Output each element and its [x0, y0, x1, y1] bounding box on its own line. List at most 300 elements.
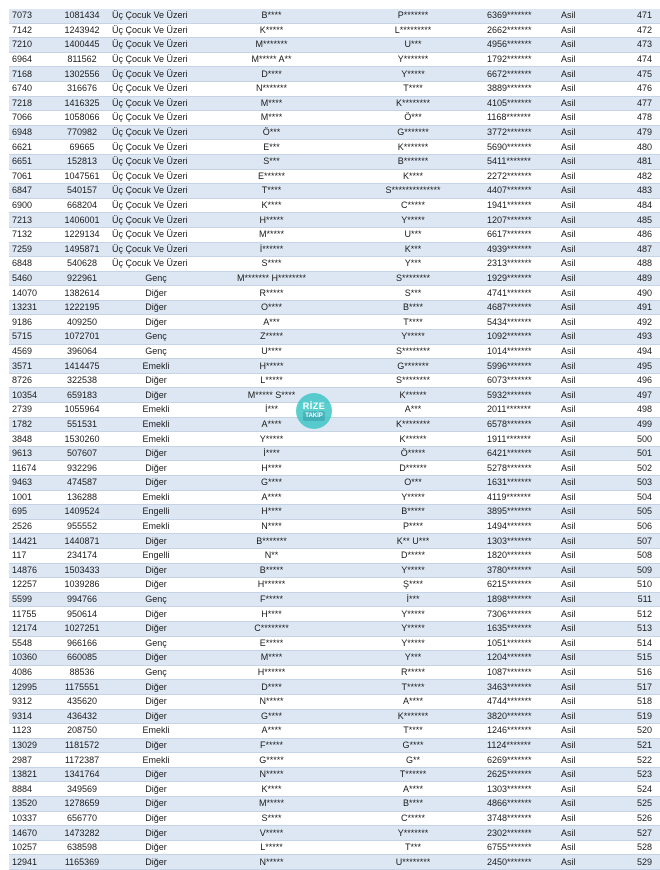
- row-id-cell: 13029: [9, 738, 54, 753]
- category-cell: Diğer: [110, 578, 202, 593]
- table-row: [9, 811, 660, 826]
- application-no-cell: 1278659: [54, 797, 110, 812]
- last-name-cell: U***: [341, 38, 485, 53]
- id-number-cell: 1014*******: [485, 344, 559, 359]
- id-number-cell: 5411*******: [485, 154, 559, 169]
- first-name-cell: T****: [202, 184, 341, 199]
- first-name-cell: S****: [202, 811, 341, 826]
- id-number-cell: 1911*******: [485, 432, 559, 447]
- status-cell: Asil: [559, 811, 601, 826]
- row-id-cell: 6621: [9, 140, 54, 155]
- rank-cell: 519: [601, 709, 660, 724]
- rank-cell: 500: [601, 432, 660, 447]
- application-no-cell: 1047561: [54, 169, 110, 184]
- rank-cell: 507: [601, 534, 660, 549]
- table-row: [9, 388, 660, 403]
- last-name-cell: İ***: [341, 592, 485, 607]
- application-no-cell: 1406001: [54, 213, 110, 228]
- category-cell: Emekli: [110, 519, 202, 534]
- last-name-cell: O***: [341, 476, 485, 491]
- watermark-line1: RİZE: [302, 401, 326, 411]
- id-number-cell: 2011*******: [485, 403, 559, 418]
- row-id-cell: 7142: [9, 23, 54, 38]
- row-id-cell: 11674: [9, 461, 54, 476]
- rank-cell: 476: [601, 81, 660, 96]
- application-no-cell: 436432: [54, 709, 110, 724]
- first-name-cell: U****: [202, 344, 341, 359]
- id-number-cell: 3780*******: [485, 563, 559, 578]
- application-no-cell: 1416325: [54, 96, 110, 111]
- first-name-cell: M****: [202, 111, 341, 126]
- last-name-cell: L*********: [341, 23, 485, 38]
- id-number-cell: 4744*******: [485, 694, 559, 709]
- status-cell: Asil: [559, 330, 601, 345]
- category-cell: Üç Çocuk Ve Üzeri: [110, 227, 202, 242]
- table-row: [9, 519, 660, 534]
- table-row: [9, 300, 660, 315]
- last-name-cell: Y*****: [341, 607, 485, 622]
- row-id-cell: 2526: [9, 519, 54, 534]
- last-name-cell: G*******: [341, 359, 485, 374]
- category-cell: Diğer: [110, 388, 202, 403]
- first-name-cell: N**: [202, 548, 341, 563]
- table-row: [9, 855, 660, 870]
- last-name-cell: Y***: [341, 257, 485, 272]
- status-cell: Asil: [559, 388, 601, 403]
- application-no-cell: 88536: [54, 665, 110, 680]
- last-name-cell: Y***: [341, 651, 485, 666]
- id-number-cell: 3463*******: [485, 680, 559, 695]
- row-id-cell: 4569: [9, 344, 54, 359]
- category-cell: Genç: [110, 636, 202, 651]
- category-cell: Genç: [110, 592, 202, 607]
- rank-cell: 494: [601, 344, 660, 359]
- rank-cell: 516: [601, 665, 660, 680]
- row-id-cell: 13520: [9, 797, 54, 812]
- first-name-cell: M****: [202, 96, 341, 111]
- category-cell: Emekli: [110, 724, 202, 739]
- table-row: [9, 227, 660, 242]
- rank-cell: 477: [601, 96, 660, 111]
- table-row: [9, 198, 660, 213]
- last-name-cell: Y*****: [341, 490, 485, 505]
- id-number-cell: 3889*******: [485, 81, 559, 96]
- id-number-cell: 4105*******: [485, 96, 559, 111]
- id-number-cell: 1087*******: [485, 665, 559, 680]
- last-name-cell: S********: [341, 344, 485, 359]
- last-name-cell: C*****: [341, 198, 485, 213]
- id-number-cell: 2272*******: [485, 169, 559, 184]
- category-cell: Üç Çocuk Ve Üzeri: [110, 242, 202, 257]
- rank-cell: 528: [601, 840, 660, 855]
- table-row: [9, 826, 660, 841]
- table-row: [9, 257, 660, 272]
- rank-cell: 526: [601, 811, 660, 826]
- table-row: [9, 125, 660, 140]
- first-name-cell: M***** S****: [202, 388, 341, 403]
- id-number-cell: 4939*******: [485, 242, 559, 257]
- last-name-cell: U***: [341, 227, 485, 242]
- table-row: [9, 534, 660, 549]
- category-cell: Emekli: [110, 417, 202, 432]
- table-row: [9, 694, 660, 709]
- category-cell: Üç Çocuk Ve Üzeri: [110, 169, 202, 184]
- first-name-cell: L*****: [202, 840, 341, 855]
- id-number-cell: 2450*******: [485, 855, 559, 870]
- table-row: [9, 403, 660, 418]
- status-cell: Asil: [559, 694, 601, 709]
- rank-cell: 514: [601, 636, 660, 651]
- id-number-cell: 3772*******: [485, 125, 559, 140]
- last-name-cell: G****: [341, 738, 485, 753]
- last-name-cell: S********: [341, 373, 485, 388]
- category-cell: Diğer: [110, 534, 202, 549]
- category-cell: Engelli: [110, 505, 202, 520]
- status-cell: Asil: [559, 665, 601, 680]
- table-row: [9, 330, 660, 345]
- id-number-cell: 1631*******: [485, 476, 559, 491]
- first-name-cell: E******: [202, 169, 341, 184]
- rank-cell: 490: [601, 286, 660, 301]
- status-cell: Asil: [559, 140, 601, 155]
- application-no-cell: 1222195: [54, 300, 110, 315]
- status-cell: Asil: [559, 519, 601, 534]
- id-number-cell: 4407*******: [485, 184, 559, 199]
- table-row: [9, 563, 660, 578]
- id-number-cell: 4741*******: [485, 286, 559, 301]
- status-cell: Asil: [559, 724, 601, 739]
- rank-cell: 527: [601, 826, 660, 841]
- id-number-cell: 3748*******: [485, 811, 559, 826]
- category-cell: Üç Çocuk Ve Üzeri: [110, 81, 202, 96]
- rank-cell: 479: [601, 125, 660, 140]
- table-row: [9, 432, 660, 447]
- category-cell: Diğer: [110, 607, 202, 622]
- table-row: [9, 315, 660, 330]
- first-name-cell: İ***: [202, 403, 341, 418]
- status-cell: Asil: [559, 490, 601, 505]
- status-cell: Asil: [559, 227, 601, 242]
- id-number-cell: 1246*******: [485, 724, 559, 739]
- first-name-cell: M******* H********: [202, 271, 341, 286]
- application-no-cell: 1229134: [54, 227, 110, 242]
- status-cell: Asil: [559, 680, 601, 695]
- last-name-cell: K******: [341, 432, 485, 447]
- status-cell: Asil: [559, 198, 601, 213]
- application-no-cell: 811562: [54, 52, 110, 67]
- application-no-cell: 1181572: [54, 738, 110, 753]
- application-no-cell: 136288: [54, 490, 110, 505]
- row-id-cell: 9314: [9, 709, 54, 724]
- table-row: [9, 636, 660, 651]
- status-cell: Asil: [559, 184, 601, 199]
- last-name-cell: T***: [341, 840, 485, 855]
- first-name-cell: A****: [202, 490, 341, 505]
- table-row: [9, 621, 660, 636]
- table-row: [9, 665, 660, 680]
- application-no-cell: 955552: [54, 519, 110, 534]
- category-cell: Diğer: [110, 563, 202, 578]
- first-name-cell: K****: [202, 198, 341, 213]
- category-cell: Engelli: [110, 548, 202, 563]
- row-id-cell: 695: [9, 505, 54, 520]
- last-name-cell: R*****: [341, 665, 485, 680]
- application-no-cell: 316676: [54, 81, 110, 96]
- category-cell: Üç Çocuk Ve Üzeri: [110, 257, 202, 272]
- status-cell: Asil: [559, 125, 601, 140]
- id-number-cell: 6215*******: [485, 578, 559, 593]
- row-id-cell: 1123: [9, 724, 54, 739]
- first-name-cell: F*****: [202, 592, 341, 607]
- first-name-cell: F*****: [202, 738, 341, 753]
- application-no-cell: 435620: [54, 694, 110, 709]
- id-number-cell: 1494*******: [485, 519, 559, 534]
- last-name-cell: B*****: [341, 505, 485, 520]
- id-number-cell: 3820*******: [485, 709, 559, 724]
- rank-cell: 513: [601, 621, 660, 636]
- last-name-cell: G**: [341, 753, 485, 768]
- id-number-cell: 5996*******: [485, 359, 559, 374]
- first-name-cell: B*******: [202, 534, 341, 549]
- row-id-cell: 3848: [9, 432, 54, 447]
- status-cell: Asil: [559, 359, 601, 374]
- rank-cell: 478: [601, 111, 660, 126]
- application-no-cell: 1039286: [54, 578, 110, 593]
- last-name-cell: T****: [341, 315, 485, 330]
- last-name-cell: K****: [341, 169, 485, 184]
- last-name-cell: Y*****: [341, 636, 485, 651]
- id-number-cell: 6578*******: [485, 417, 559, 432]
- last-name-cell: S********: [341, 271, 485, 286]
- id-number-cell: 1303*******: [485, 534, 559, 549]
- id-number-cell: 5690*******: [485, 140, 559, 155]
- row-id-cell: 4086: [9, 665, 54, 680]
- application-no-cell: 1027251: [54, 621, 110, 636]
- row-id-cell: 9463: [9, 476, 54, 491]
- status-cell: Asil: [559, 403, 601, 418]
- status-cell: Asil: [559, 797, 601, 812]
- rank-cell: 524: [601, 782, 660, 797]
- category-cell: Genç: [110, 330, 202, 345]
- rank-cell: 521: [601, 738, 660, 753]
- id-number-cell: 6617*******: [485, 227, 559, 242]
- row-id-cell: 14070: [9, 286, 54, 301]
- table-row: [9, 417, 660, 432]
- id-number-cell: 6755*******: [485, 840, 559, 855]
- category-cell: Emekli: [110, 753, 202, 768]
- status-cell: Asil: [559, 505, 601, 520]
- table-row: [9, 709, 660, 724]
- row-id-cell: 5548: [9, 636, 54, 651]
- application-no-cell: 1414475: [54, 359, 110, 374]
- id-number-cell: 1820*******: [485, 548, 559, 563]
- first-name-cell: E***: [202, 140, 341, 155]
- category-cell: Emekli: [110, 359, 202, 374]
- status-cell: Asil: [559, 840, 601, 855]
- id-number-cell: 4687*******: [485, 300, 559, 315]
- first-name-cell: G****: [202, 709, 341, 724]
- first-name-cell: H****: [202, 607, 341, 622]
- application-no-cell: 152813: [54, 154, 110, 169]
- row-id-cell: 6900: [9, 198, 54, 213]
- first-name-cell: B****: [202, 9, 341, 23]
- rank-cell: 517: [601, 680, 660, 695]
- id-number-cell: 6421*******: [485, 446, 559, 461]
- id-number-cell: 1898*******: [485, 592, 559, 607]
- status-cell: Asil: [559, 23, 601, 38]
- application-no-cell: 922961: [54, 271, 110, 286]
- last-name-cell: D******: [341, 461, 485, 476]
- table-row: [9, 52, 660, 67]
- application-no-cell: 1400445: [54, 38, 110, 53]
- category-cell: Diğer: [110, 476, 202, 491]
- status-cell: Asil: [559, 257, 601, 272]
- rank-cell: 481: [601, 154, 660, 169]
- category-cell: Diğer: [110, 826, 202, 841]
- application-no-cell: 1341764: [54, 767, 110, 782]
- first-name-cell: V*****: [202, 826, 341, 841]
- application-no-cell: 1440871: [54, 534, 110, 549]
- first-name-cell: H*****: [202, 359, 341, 374]
- id-number-cell: 5932*******: [485, 388, 559, 403]
- first-name-cell: A****: [202, 724, 341, 739]
- id-number-cell: 2302*******: [485, 826, 559, 841]
- first-name-cell: H****: [202, 505, 341, 520]
- last-name-cell: K***: [341, 242, 485, 257]
- application-no-cell: 409250: [54, 315, 110, 330]
- row-id-cell: 10257: [9, 840, 54, 855]
- application-no-cell: 950614: [54, 607, 110, 622]
- application-no-cell: 1165369: [54, 855, 110, 870]
- rank-cell: 474: [601, 52, 660, 67]
- last-name-cell: B*******: [341, 154, 485, 169]
- row-id-cell: 7210: [9, 38, 54, 53]
- rank-cell: 506: [601, 519, 660, 534]
- row-id-cell: 7132: [9, 227, 54, 242]
- id-number-cell: 2662*******: [485, 23, 559, 38]
- row-id-cell: 12995: [9, 680, 54, 695]
- application-no-cell: 540628: [54, 257, 110, 272]
- row-id-cell: 7066: [9, 111, 54, 126]
- table-row: [9, 271, 660, 286]
- rank-cell: 511: [601, 592, 660, 607]
- row-id-cell: 11755: [9, 607, 54, 622]
- first-name-cell: M*****: [202, 227, 341, 242]
- category-cell: Diğer: [110, 315, 202, 330]
- table-row: [9, 242, 660, 257]
- first-name-cell: M***** A**: [202, 52, 341, 67]
- rank-cell: 482: [601, 169, 660, 184]
- status-cell: Asil: [559, 242, 601, 257]
- row-id-cell: 1782: [9, 417, 54, 432]
- status-cell: Asil: [559, 81, 601, 96]
- table-row: [9, 67, 660, 82]
- last-name-cell: D*****: [341, 548, 485, 563]
- last-name-cell: T*****: [341, 680, 485, 695]
- id-number-cell: 4119*******: [485, 490, 559, 505]
- status-cell: Asil: [559, 461, 601, 476]
- row-id-cell: 8726: [9, 373, 54, 388]
- status-cell: Asil: [559, 534, 601, 549]
- row-id-cell: 10360: [9, 651, 54, 666]
- rank-cell: 491: [601, 300, 660, 315]
- category-cell: Diğer: [110, 782, 202, 797]
- category-cell: Üç Çocuk Ve Üzeri: [110, 184, 202, 199]
- table-row: [9, 680, 660, 695]
- last-name-cell: K*******: [341, 140, 485, 155]
- rank-cell: 485: [601, 213, 660, 228]
- last-name-cell: Ş****: [341, 578, 485, 593]
- row-id-cell: 6848: [9, 257, 54, 272]
- id-number-cell: 1092*******: [485, 330, 559, 345]
- table-row: [9, 840, 660, 855]
- row-id-cell: 12174: [9, 621, 54, 636]
- status-cell: Asil: [559, 300, 601, 315]
- application-no-cell: 770982: [54, 125, 110, 140]
- rank-cell: 480: [601, 140, 660, 155]
- results-table-body: [9, 9, 660, 870]
- rank-cell: 510: [601, 578, 660, 593]
- status-cell: Asil: [559, 169, 601, 184]
- row-id-cell: 7073: [9, 9, 54, 23]
- application-no-cell: 1243942: [54, 23, 110, 38]
- table-row: [9, 213, 660, 228]
- row-id-cell: 7168: [9, 67, 54, 82]
- row-id-cell: 5715: [9, 330, 54, 345]
- status-cell: Asil: [559, 767, 601, 782]
- application-no-cell: 69665: [54, 140, 110, 155]
- first-name-cell: R*****: [202, 286, 341, 301]
- category-cell: Üç Çocuk Ve Üzeri: [110, 198, 202, 213]
- status-cell: Asil: [559, 592, 601, 607]
- category-cell: Diğer: [110, 767, 202, 782]
- last-name-cell: K******: [341, 388, 485, 403]
- application-no-cell: 1503433: [54, 563, 110, 578]
- row-id-cell: 9613: [9, 446, 54, 461]
- id-number-cell: 2313*******: [485, 257, 559, 272]
- category-cell: Diğer: [110, 680, 202, 695]
- last-name-cell: B****: [341, 300, 485, 315]
- table-row: [9, 782, 660, 797]
- first-name-cell: D****: [202, 67, 341, 82]
- last-name-cell: A****: [341, 694, 485, 709]
- status-cell: Asil: [559, 417, 601, 432]
- row-id-cell: 9312: [9, 694, 54, 709]
- status-cell: Asil: [559, 9, 601, 23]
- last-name-cell: S***: [341, 286, 485, 301]
- status-cell: Asil: [559, 315, 601, 330]
- category-cell: Diğer: [110, 651, 202, 666]
- first-name-cell: G*****: [202, 753, 341, 768]
- rank-cell: 520: [601, 724, 660, 739]
- first-name-cell: H******: [202, 665, 341, 680]
- status-cell: Asil: [559, 52, 601, 67]
- category-cell: Üç Çocuk Ve Üzeri: [110, 154, 202, 169]
- rank-cell: 487: [601, 242, 660, 257]
- last-name-cell: P*******: [341, 9, 485, 23]
- row-id-cell: 6740: [9, 81, 54, 96]
- application-no-cell: 1081434: [54, 9, 110, 23]
- row-id-cell: 6847: [9, 184, 54, 199]
- status-cell: Asil: [559, 607, 601, 622]
- application-no-cell: 349569: [54, 782, 110, 797]
- last-name-cell: Y*****: [341, 563, 485, 578]
- rank-cell: 497: [601, 388, 660, 403]
- application-no-cell: 659183: [54, 388, 110, 403]
- table-row: [9, 797, 660, 812]
- row-id-cell: 5460: [9, 271, 54, 286]
- category-cell: Üç Çocuk Ve Üzeri: [110, 23, 202, 38]
